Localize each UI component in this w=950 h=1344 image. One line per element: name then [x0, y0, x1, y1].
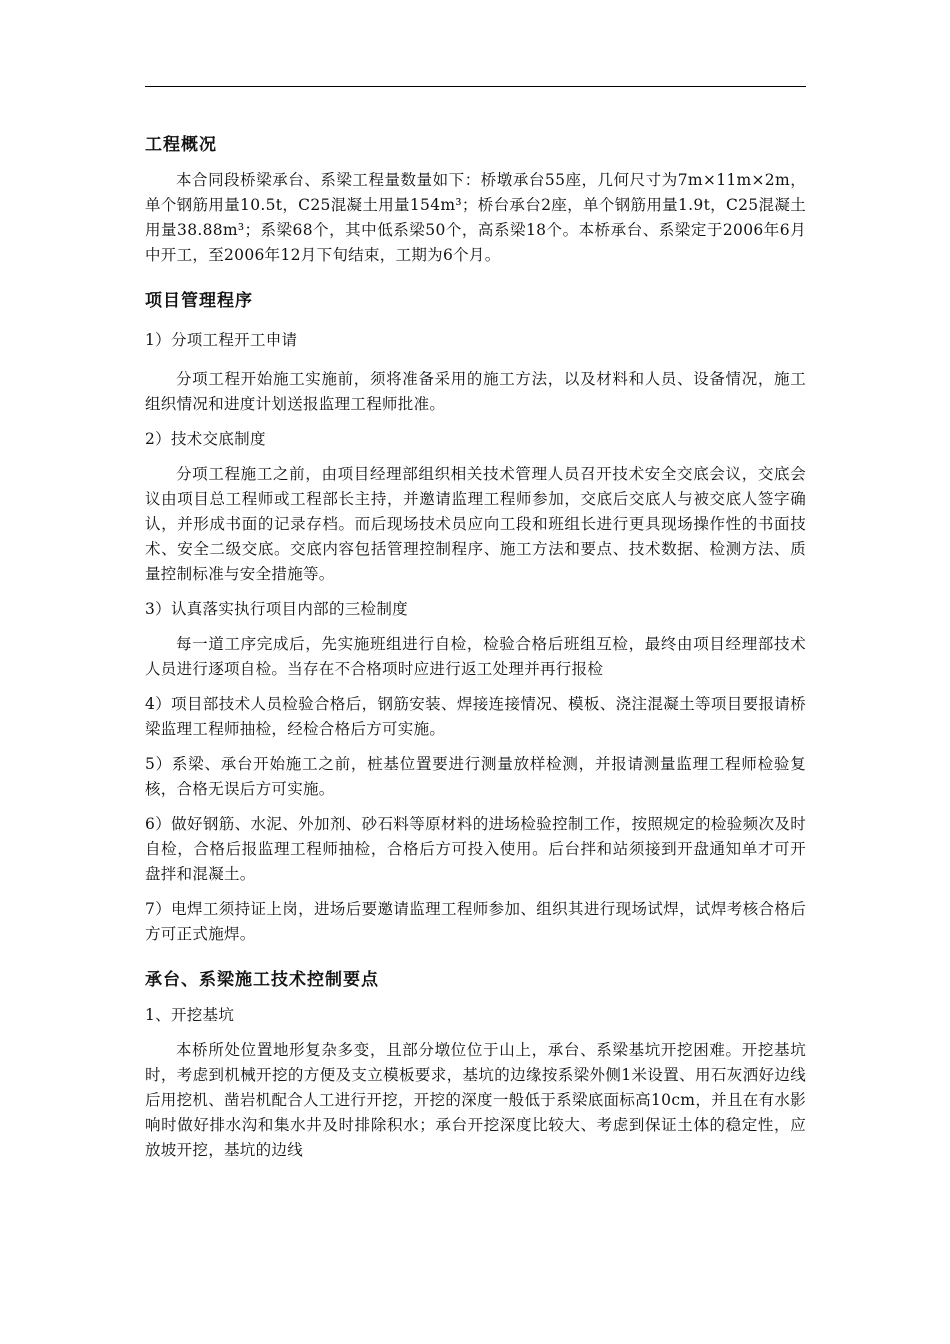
sub1-title: 1、开挖基坑 — [145, 1006, 235, 1024]
heading-management-procedure: 项目管理程序 — [145, 291, 253, 311]
item3-body: 每一道工序完成后，先实施班组进行自检，检验合格后班组互检，最终由项目经理部技术人员进行逐项自检。当存在不合格项时应进行返工处理并再行报检 — [145, 635, 806, 678]
document-body — [145, 128, 806, 1163]
header-rule — [145, 86, 806, 87]
heading-technical-control-points: 承台、系梁施工技术控制要点 — [145, 970, 379, 990]
overview-paragraph: 本合同段桥梁承台、系梁工程量数量如下：桥墩承台55座，几何尺寸为7m×11m×2m，单个钢筋用量10.5t，C25混凝土用量154m³；桥台承台2座，单个钢筋用量1.9t，C25混凝土用量38.88m³；系梁68个，其中低系梁50个，高系梁18个。本桥承台、系梁定于2006年6月中开工，至2006年12月下旬结束，工期为6个月。 — [145, 171, 806, 264]
item3-title: 3）认真落实执行项目内部的三检制度 — [145, 600, 408, 618]
item6-paragraph: 6）做好钢筋、水泥、外加剂、砂石料等原材料的进场检验控制工作，按照规定的检验频次及时自检，合格后报监理工程师抽检，合格后方可投入使用。后台拌和站须接到开盘通知单才可开盘拌和混凝土。 — [145, 815, 806, 883]
item5-paragraph: 5）系梁、承台开始施工之前，桩基位置要进行测量放样检测，并报请测量监理工程师检验复核，合格无误后方可实施。 — [145, 755, 806, 798]
item4-paragraph: 4）项目部技术人员检验合格后，钢筋安装、焊接连接情况、模板、浇注混凝土等项目要报请桥梁监理工程师抽检，经检合格后方可实施。 — [145, 695, 806, 738]
item1-title: 1）分项工程开工申请 — [145, 331, 298, 349]
item2-title: 2）技术交底制度 — [145, 430, 266, 448]
sub1-body: 本桥所处位置地形复杂多变，且部分墩位位于山上，承台、系梁基坑开挖困难。开挖基坑时，考虑到机械开挖的方便及支立模板要求，基坑的边缘按系梁外侧1米设置、用石灰洒好边线后用挖机、凿岩机配合人工进行开挖，开挖的深度一般低于系梁底面标高10cm，并且在有水影响时做好排水沟和集水井及时排除积水；承台开挖深度比较大、考虑到保证土体的稳定性，应放坡开挖，基坑的边线 — [145, 1041, 806, 1159]
item1-body: 分项工程开始施工实施前，须将准备采用的施工方法，以及材料和人员、设备情况，施工组织情况和进度计划送报监理工程师批准。 — [145, 370, 806, 413]
item2-body: 分项工程施工之前，由项目经理部组织相关技术管理人员召开技术安全交底会议，交底会议由项目总工程师或工程部长主持，并邀请监理工程师参加，交底后交底人与被交底人签字确认，并形成书面的记录存档。而后现场技术员应向工段和班组长进行更具现场操作性的书面技术、安全二级交底。交底内容包括管理控制程序、施工方法和要点、技术数据、检测方法、质量控制标准与安全措施等。 — [145, 465, 806, 583]
heading-project-overview: 工程概况 — [145, 135, 217, 155]
item7-paragraph: 7）电焊工须持证上岗，进场后要邀请监理工程师参加、组织其进行现场试焊，试焊考核合格后方可正式施焊。 — [145, 900, 806, 943]
